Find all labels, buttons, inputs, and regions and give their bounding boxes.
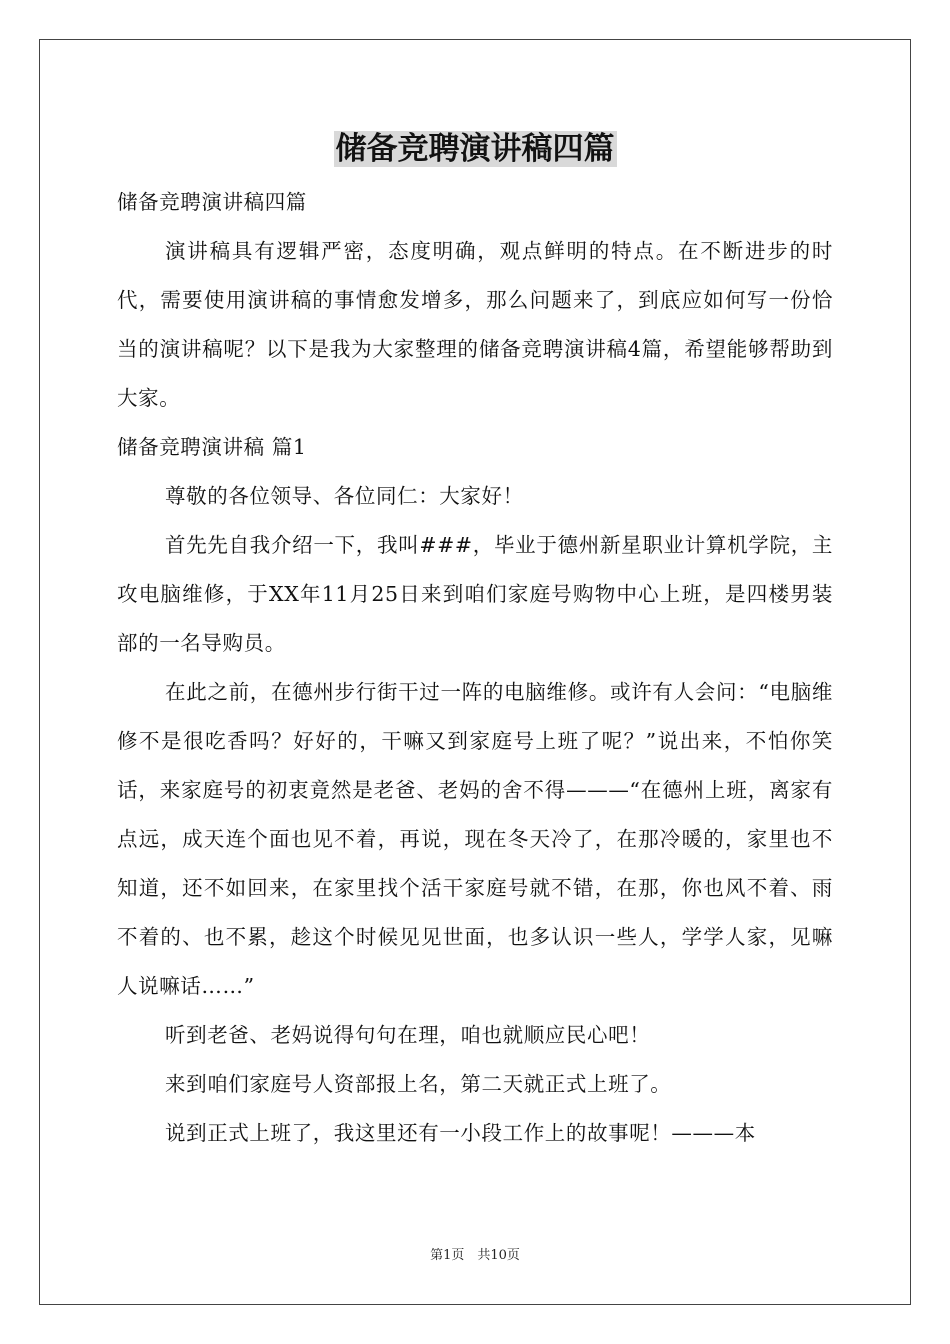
paragraph: 在此之前，在德州步行街干过一阵的电脑维修。或许有人会问：“电脑维修不是很吃香吗？好好的，干嘛又到家庭号上班了呢？”说出来，不怕你笑话，来家庭号的初衷竟然是老爸、老妈的舍不得———“在德州上班，离家有点远，成天连个面也见不着，再说，现在冬天冷了，在那冷暖的，家里也不知道，还不如回来，在家里找个活干家庭号就不错，在那，你也风不着、雨不着的、也不累，趁这个时候见见世面，也多认识一些人，学学人家，见嘛人说嘛话……” xyxy=(117,680,833,998)
document-body xyxy=(117,178,833,1158)
paragraph: 来到咱们家庭号人资部报上名，第二天就正式上班了。 xyxy=(165,1072,672,1096)
section-heading: 储备竞聘演讲稿 篇1 xyxy=(117,435,307,459)
paragraph: 演讲稿具有逻辑严密，态度明确，观点鲜明的特点。在不断进步的时代，需要使用演讲稿的事情愈发增多，那么问题来了，到底应如何写一份恰当的演讲稿呢？以下是我为大家整理的储备竞聘演讲稿4篇，希望能够帮助到大家。 xyxy=(117,239,833,410)
paragraph: 储备竞聘演讲稿四篇 xyxy=(117,190,307,214)
paragraph: 首先先自我介绍一下，我叫###，毕业于德州新星职业计算机学院，主攻电脑维修，于XX年11月25日来到咱们家庭号购物中心上班，是四楼男装部的一名导购员。 xyxy=(117,533,833,655)
document-title-text: 储备竞聘演讲稿四篇 xyxy=(335,131,615,167)
paragraph: 说到正式上班了，我这里还有一小段工作上的故事呢！———本 xyxy=(165,1121,756,1145)
document-title xyxy=(0,126,950,172)
paragraph: 尊敬的各位领导、各位同仁：大家好！ xyxy=(165,484,524,508)
paragraph: 听到老爸、老妈说得句句在理，咱也就顺应民心吧！ xyxy=(165,1023,651,1047)
page-number-footer: 第1页 共10页 xyxy=(430,1248,520,1263)
